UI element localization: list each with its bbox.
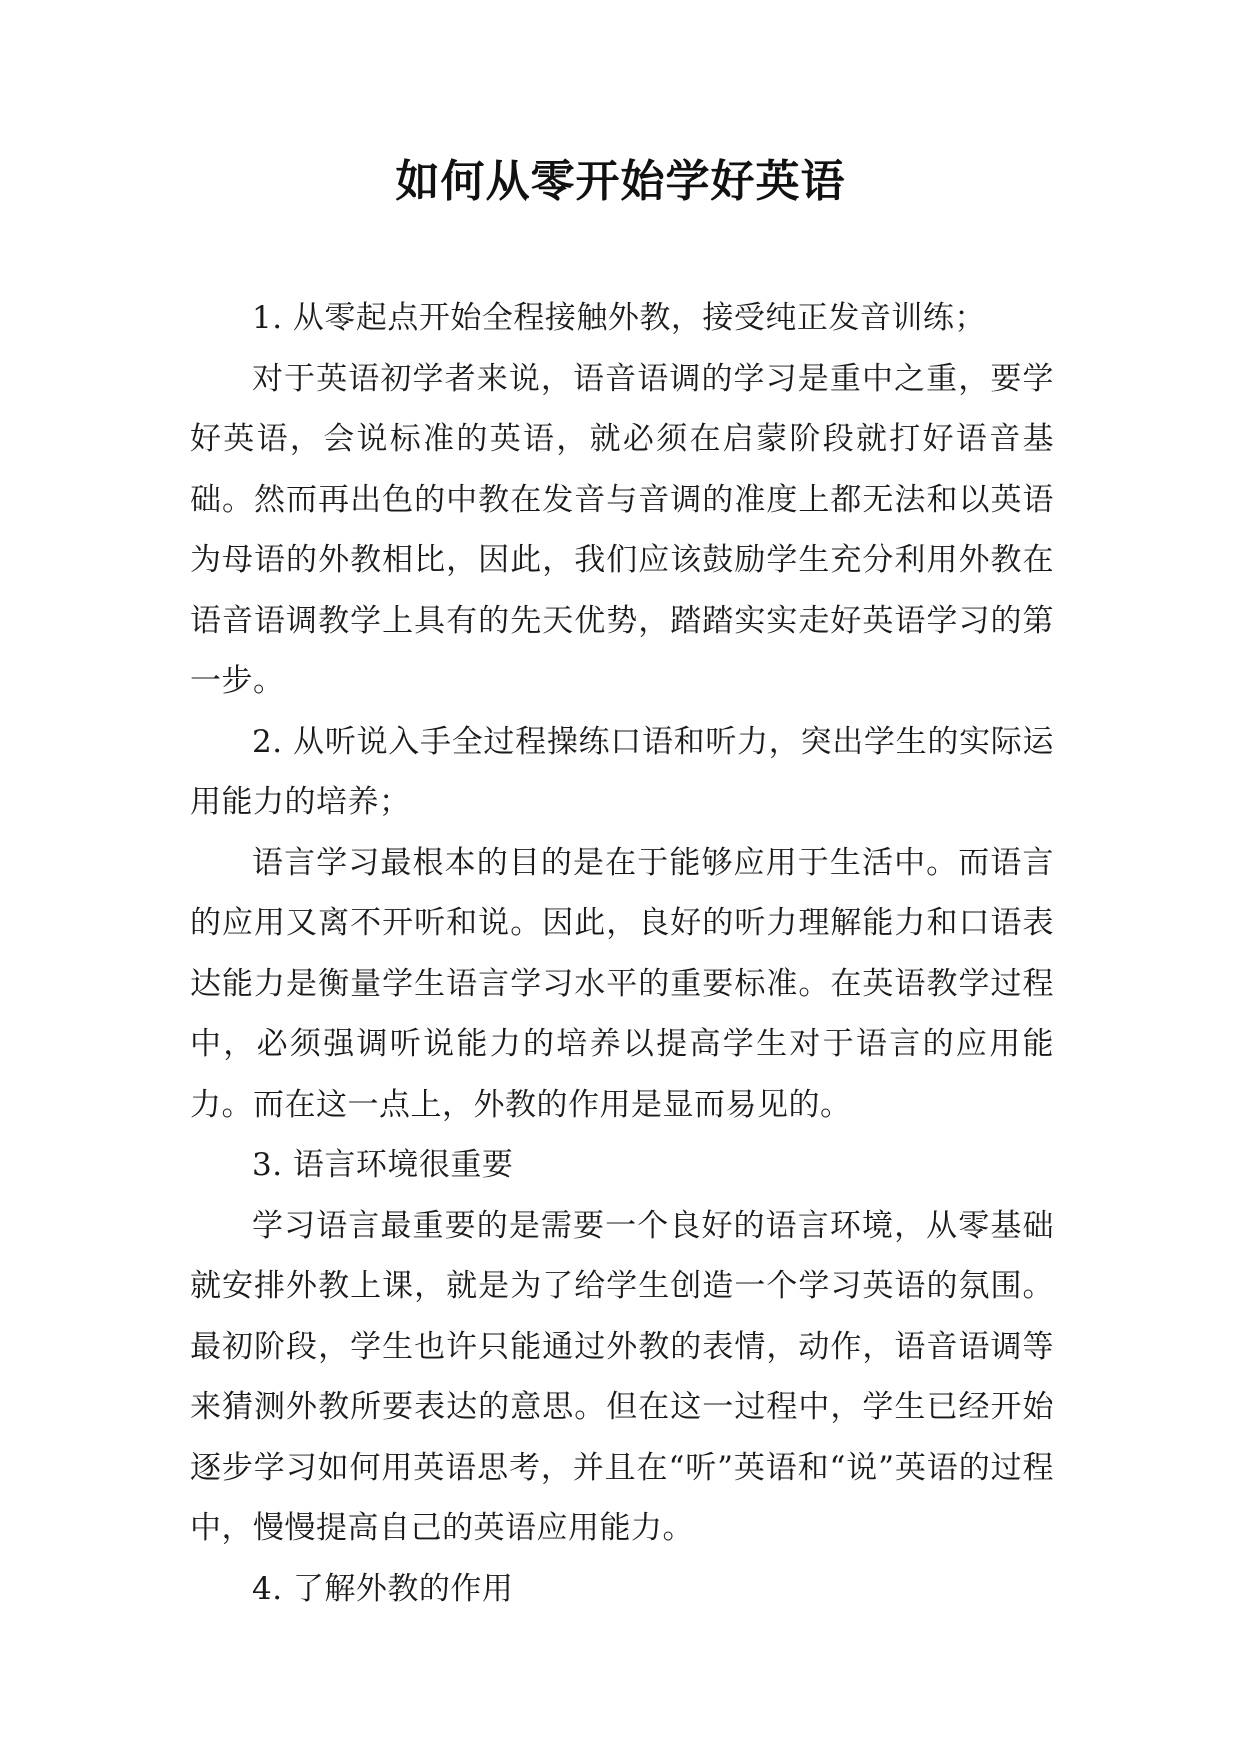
document-body — [190, 288, 1054, 1619]
heading-point-3: 3. 语言环境很重要 — [252, 1147, 514, 1183]
document-title: 如何从零开始学好英语 — [395, 156, 846, 207]
heading-point-2: 2. 从听说入手全过程操练口语和听力，突出学生的实际运用能力的培养； — [190, 723, 1054, 820]
heading-point-4: 4. 了解外教的作用 — [252, 1570, 514, 1607]
paragraph-point-1: 对于英语初学者来说，语音语调的学习是重中之重，要学好英语，会说标准的英语，就必须在启蒙阶段就打好语音基础。然而再出色的中教在发音与音调的准度上都无法和以英语为母语的外教相比，因此，我们应该鼓励学生充分利用外教在语音语调教学上具有的先天优势，踏踏实实走好英语学习的第一步。 — [190, 360, 1054, 699]
paragraph-point-3: 学习语言最重要的是需要一个良好的语言环境，从零基础就安排外教上课，就是为了给学生创造一个学习英语的氛围。最初阶段，学生也许只能通过外教的表情，动作，语音语调等来猜测外教所要表达的意思。但在这一过程中，学生已经开始逐步学习如何用英语思考，并且在“听”英语和“说”英语的过程中，慢慢提高自己的英语应用能力。 — [190, 1207, 1054, 1546]
heading-point-1: 1. 从零起点开始全程接触外教，接受纯正发音训练； — [252, 300, 986, 336]
paragraph-point-2: 语言学习最根本的目的是在于能够应用于生活中。而语言的应用又离不开听和说。因此，良好的听力理解能力和口语表达能力是衡量学生语言学习水平的重要标准。在英语教学过程中，必须强调听说能力的培养以提高学生对于语言的应用能力。而在这一点上，外教的作用是显而易见的。 — [190, 844, 1054, 1123]
